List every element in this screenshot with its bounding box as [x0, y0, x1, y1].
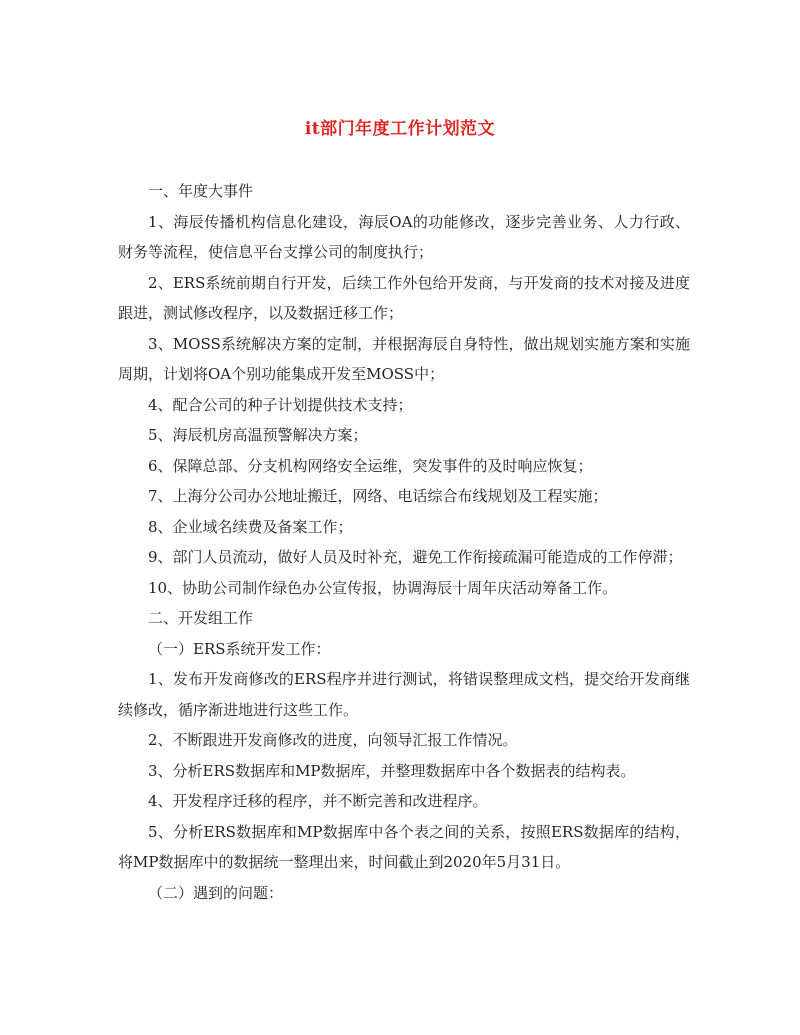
paragraph: 2、ERS系统前期自行开发，后续工作外包给开发商，与开发商的技术对接及进度跟进，测试修改程序，以及数据迁移工作； [118, 273, 690, 322]
subsection-heading: （二）遇到的问题： [148, 883, 284, 902]
subsection-heading: （一）ERS系统开发工作： [148, 639, 331, 658]
paragraph: 4、配合公司的种子计划提供技术支持； [148, 395, 413, 414]
paragraph: 7、上海分公司办公地址搬迁，网络、电话综合布线规划及工程实施； [148, 487, 608, 505]
section-heading: 一、年度大事件 [148, 182, 254, 200]
paragraph: 4、开发程序迁移的程序，并不断完善和改进程序。 [148, 792, 488, 810]
paragraph: 5、海辰机房高温预警解决方案； [148, 426, 368, 444]
document-body [118, 176, 690, 908]
document-title: it部门年度工作计划范文 [304, 119, 496, 139]
paragraph: 5、分析ERS数据库和MP数据库中各个表之间的关系，按照ERS数据库的结构，将MP数据库中的数据统一整理出来，时间截止到2020年5月31日。 [118, 822, 690, 871]
section-heading: 二、开发组工作 [148, 609, 254, 627]
paragraph: 2、不断跟进开发商修改的进度，向领导汇报工作情况。 [148, 731, 518, 749]
paragraph: 1、海辰传播机构信息化建设，海辰OA的功能修改，逐步完善业务、人力行政、财务等流程，使信息平台支撑公司的制度执行； [118, 212, 690, 261]
paragraph: 3、MOSS系统解决方案的定制，并根据海辰自身特性，做出规划实施方案和实施周期，计划将OA个别功能集成开发至MOSS中； [118, 334, 690, 383]
paragraph: 10、协助公司制作绿色办公宣传报，协调海辰十周年庆活动筹备工作。 [148, 578, 618, 597]
paragraph: 9、部门人员流动，做好人员及时补充，避免工作衔接疏漏可能造成的工作停滞； [148, 548, 683, 566]
paragraph: 6、保障总部、分支机构网络安全运维，突发事件的及时响应恢复； [148, 456, 593, 475]
paragraph: 1、发布开发商修改的ERS程序并进行测试，将错误整理成文档，提交给开发商继续修改，循序渐进地进行这些工作。 [118, 670, 690, 719]
paragraph: 8、企业域名续费及备案工作； [148, 517, 353, 536]
paragraph: 3、分析ERS数据库和MP数据库，并整理数据库中各个数据表的结构表。 [148, 761, 636, 780]
